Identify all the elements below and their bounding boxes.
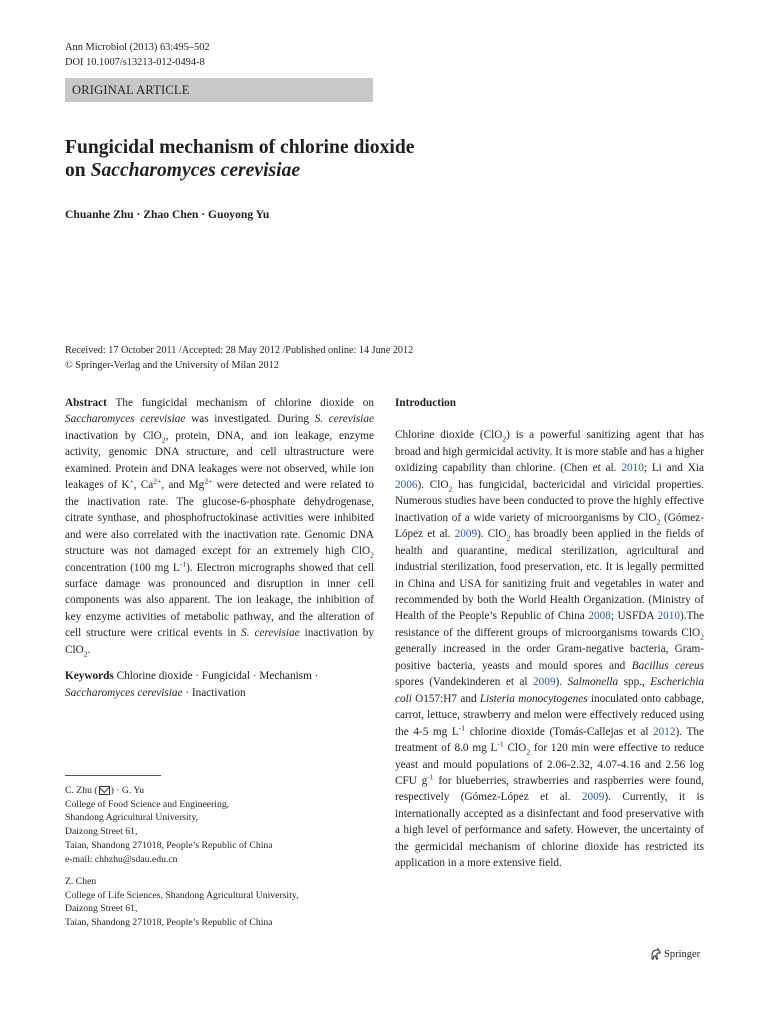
copyright-notice: © Springer-Verlag and the University of Milan 2012 bbox=[65, 359, 279, 371]
journal-meta bbox=[65, 41, 210, 70]
publisher-name: Springer bbox=[664, 948, 701, 960]
affiliation-author-text: C. Zhu ( bbox=[65, 785, 98, 796]
abstract-text: concentration (100 mg L bbox=[65, 561, 180, 574]
abstract-label: Abstract bbox=[65, 397, 107, 409]
keywords-text: Chlorine dioxide · Fungicidal · Mechanism · bbox=[113, 670, 319, 683]
species-name: Saccharomyces cerevisiae bbox=[65, 413, 186, 426]
abstract-text: The fungicidal mechanism of chlorine dioxide on bbox=[106, 397, 374, 409]
abstract-text: were detected and were related to the inactivation rate. The glucose-6-phosphate dehydrogenase, citrate synthase, and phosphofructokinase activities were inhibited and were also correlated with the inactivation rate. Genomic DNA structure was not damaged except for an extremely high ClO bbox=[65, 479, 374, 558]
subscript: 2 bbox=[83, 649, 88, 659]
abstract-text: , protein, DNA, and ion leakage, enzyme activity, genomic DNA structure, and cell ultrastructure were examined. Protein and DNA leakages were not observed, while ion leakages of K bbox=[65, 429, 374, 492]
affiliation-authors: Z. Chen bbox=[65, 876, 97, 887]
publication-dates bbox=[65, 344, 413, 373]
abstract-text: , Ca bbox=[133, 479, 154, 492]
abstract-text: inactivation by ClO bbox=[65, 627, 374, 656]
citation-link[interactable]: 2009 bbox=[581, 791, 605, 804]
subscript: 2 bbox=[370, 550, 374, 560]
intro-text: for blueberries, strawberries and raspberries were found, respectively (Gómez-López et al. bbox=[395, 774, 704, 804]
affiliation-line: Daizong Street 61, bbox=[65, 826, 138, 838]
citation-link[interactable]: 2010 bbox=[621, 462, 644, 475]
section-heading-introduction: Introduction bbox=[395, 397, 457, 409]
intro-text: (Gómez-López et al. bbox=[395, 511, 704, 541]
species-name: S. cerevisiae bbox=[241, 627, 300, 640]
abstract-text: , and Mg bbox=[161, 479, 205, 492]
title-line-2-prefix: on bbox=[65, 160, 91, 181]
article-type-badge bbox=[65, 78, 373, 102]
species-name: Salmonella bbox=[567, 676, 619, 689]
envelope-icon bbox=[99, 786, 110, 795]
springer-horse-icon bbox=[650, 948, 661, 960]
intro-text: generally increased in the order Gram-negative bacteria, Gram-positive bacteria, yeasts and mould spores and bbox=[395, 643, 704, 672]
affiliation-1 bbox=[65, 784, 375, 866]
affiliation-authors bbox=[65, 784, 375, 798]
affiliation-line: College of Life Sciences, Shandong Agricultural University, bbox=[65, 889, 299, 901]
affiliation-line: Daizong Street 61, bbox=[65, 903, 138, 915]
affiliation-line: Shandong Agricultural University, bbox=[65, 812, 199, 824]
subscript: 2 bbox=[161, 435, 166, 445]
citation-link[interactable]: 2009 bbox=[532, 676, 556, 689]
intro-text: spores (Vandekinderen et al bbox=[395, 676, 533, 689]
intro-text: spp., bbox=[618, 676, 651, 689]
affiliation-line: College of Food Science and Engineering, bbox=[65, 798, 230, 810]
superscript: 2+ bbox=[204, 476, 213, 486]
abstract-text: ). Electron micrographs showed that cell surface damage was pronounced and disruption in inner cell components was also apparent. The ion leakage, the inhibition of key enzyme activities of metabolic pathway, and the alteration of cell structure were critical events in bbox=[65, 561, 374, 640]
abstract bbox=[65, 395, 374, 658]
superscript: + bbox=[129, 476, 134, 486]
left-column bbox=[65, 395, 374, 701]
affiliation-2 bbox=[65, 875, 375, 930]
species-name: Listeria monocytogenes bbox=[479, 692, 588, 705]
intro-text: ).The resistance of the different groups of microorganisms towards ClO bbox=[395, 610, 704, 639]
intro-text: ; USFDA bbox=[610, 610, 658, 623]
publisher-footer bbox=[650, 948, 700, 960]
species-name: S. cerevisiae bbox=[314, 413, 374, 426]
affiliation-line: Taian, Shandong 271018, People’s Republic of China bbox=[65, 839, 273, 851]
citation-link[interactable]: 2008 bbox=[588, 610, 611, 623]
author-list: Chuanhe Zhu · Zhao Chen · Guoyong Yu bbox=[65, 208, 270, 221]
intro-text: ). ClO bbox=[477, 528, 507, 541]
keywords-text: · Inactivation bbox=[182, 686, 246, 699]
subscript: 2 bbox=[448, 484, 453, 494]
article-type-label: ORIGINAL ARTICLE bbox=[72, 83, 190, 97]
intro-text: ). The treatment of 8.0 mg L bbox=[395, 725, 704, 755]
subscript: 2 bbox=[506, 533, 511, 543]
citation-link[interactable]: 2012 bbox=[653, 725, 676, 738]
date-history: Received: 17 October 2011 /Accepted: 28 May 2012 /Published online: 14 June 2012 bbox=[65, 345, 414, 356]
intro-text: ; Li and Xia bbox=[643, 462, 704, 475]
doi: DOI 10.1007/s13213-012-0494-8 bbox=[65, 56, 205, 68]
species-name: Escherichia coli bbox=[395, 676, 705, 705]
intro-text: ClO bbox=[503, 742, 527, 755]
introduction-paragraph bbox=[395, 427, 704, 871]
subscript: 2 bbox=[656, 516, 661, 526]
superscript: -1 bbox=[497, 739, 504, 749]
intro-text: chlorine dioxide (Tomás-Callejas et al bbox=[465, 725, 654, 738]
superscript: -1 bbox=[427, 772, 434, 782]
intro-text: ). Currently, it is internationally accepted as a disinfectant and food preservative with a high level of performance and safety. However, the uncertainty of the germicidal mechanism of chlorine dioxide has restricted its application in a more extensive field. bbox=[395, 791, 704, 870]
species-name: Saccharomyces cerevisiae bbox=[65, 686, 183, 699]
subscript: 2 bbox=[502, 434, 507, 444]
intro-text: O157:H7 and bbox=[411, 692, 480, 705]
citation-link[interactable]: 2009 bbox=[454, 528, 478, 541]
superscript: -1 bbox=[458, 722, 466, 732]
abstract-text: inactivation by ClO bbox=[65, 429, 162, 442]
keywords bbox=[65, 668, 374, 701]
species-name: Bacillus cereus bbox=[631, 659, 704, 672]
affiliation-line: Taian, Shandong 271018, People’s Republic of China bbox=[65, 917, 273, 929]
title-line-2 bbox=[65, 159, 665, 182]
intro-text: has broadly been applied in the fields of health and quarantine, medical sterilization, agricultural and industrial sterilization, food preservation, etc. It is legally permitted in China and USA for sanitizing fruit and vegetables in water and recommended by both the World Health Organization. (Ministry of Health of the People’s Republic of China bbox=[395, 528, 704, 623]
intro-text: ) is a powerful sanitizing agent that has broad and high germicidal activity. It is more stable and has a higher oxidizing capability than chlorine. (Chen et al. bbox=[395, 429, 704, 475]
subscript: 2 bbox=[526, 747, 531, 757]
journal-citation: Ann Microbiol (2013) 63:495–502 bbox=[65, 42, 210, 53]
subscript: 2 bbox=[700, 632, 704, 642]
intro-text: for 120 min were effective to reduce yeast and mould populations of 2.06-2.32, 4.07-4.16 and 2.56 log CFU g bbox=[395, 742, 704, 787]
abstract-text: was investigated. During bbox=[185, 413, 315, 426]
superscript: 2+ bbox=[153, 476, 162, 486]
superscript: -1 bbox=[179, 558, 187, 568]
affiliation-author-text: ) · G. Yu bbox=[110, 785, 145, 796]
citation-link[interactable]: 2006 bbox=[395, 478, 418, 491]
article-title bbox=[65, 136, 665, 182]
intro-text: Chlorine dioxide (ClO bbox=[395, 429, 503, 442]
intro-text: has fungicidal, bactericidal and viricidal properties. Numerous studies have been conducted to prove the highly effective inactivation of a wide variety of microorganisms by ClO bbox=[395, 478, 704, 524]
right-column bbox=[395, 395, 704, 872]
keywords-label: Keywords bbox=[65, 670, 114, 683]
affiliation-email[interactable]: e-mail: chhzhu@sdau.edu.cn bbox=[65, 853, 178, 865]
citation-link[interactable]: 2010 bbox=[657, 610, 680, 623]
title-line-1: Fungicidal mechanism of chlorine dioxide bbox=[65, 137, 415, 158]
intro-text: ). bbox=[555, 676, 568, 689]
footnote-divider bbox=[65, 775, 161, 776]
intro-text: ). ClO bbox=[417, 478, 449, 491]
abstract-text: . bbox=[87, 643, 91, 656]
title-species: Saccharomyces cerevisiae bbox=[90, 160, 301, 181]
intro-text: inoculated onto cabbage, carrot, lettuce, strawberry and melon were effectively reduced using the 4-5 mg L bbox=[395, 692, 705, 738]
